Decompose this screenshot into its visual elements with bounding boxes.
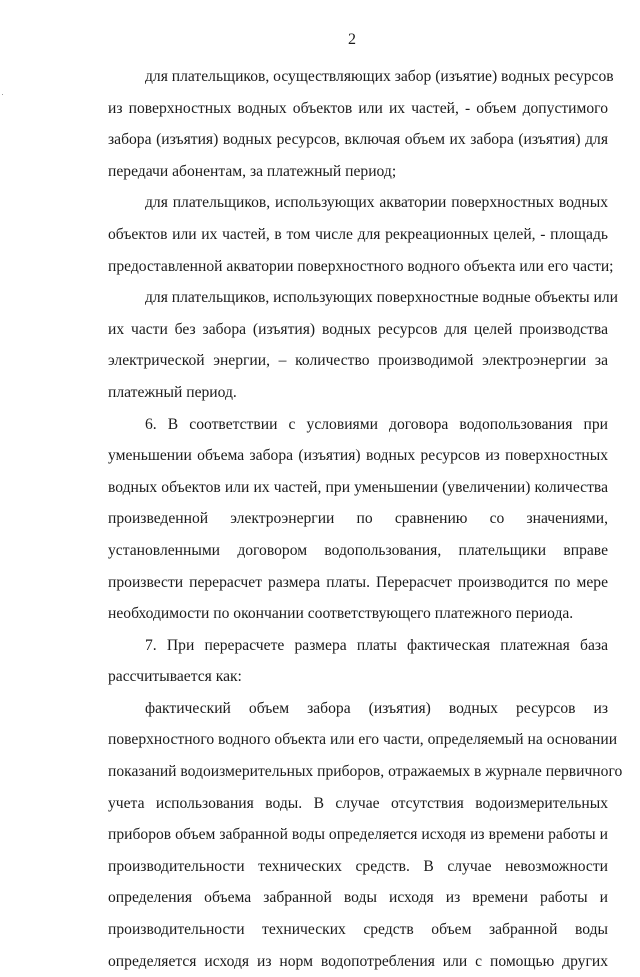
text-line: для плательщиков, использующих акватории поверхностных водных — [145, 194, 608, 212]
text-line: определяется исходя из норм водопотребления или с помощью других — [108, 952, 608, 970]
text-line: водных объектов или их частей, при уменьшении (увеличении) количества — [108, 478, 608, 496]
text-line: забора (изъятия) водных ресурсов, включая объем их забора (изъятия) для — [108, 131, 608, 149]
text-line: объектов или их частей, в том числе для рекреационных целей, - площадь — [108, 225, 608, 243]
text-line: произведенной электроэнергии по сравнению со значениями, — [108, 510, 608, 528]
paragraph-electricity — [108, 282, 618, 408]
text-line: поверхностного водного объекта или его части, определяемый на основании — [108, 731, 618, 749]
text-line: электрической энергии, – количество производимой электроэнергии за — [108, 352, 608, 370]
document-body — [108, 61, 623, 977]
paragraph-actual-volume — [108, 693, 623, 977]
text-line: для плательщиков, осуществляющих забор (изъятие) водных ресурсов — [145, 68, 614, 85]
text-line: 7. При перерасчете размера платы фактическая платежная база — [145, 636, 608, 654]
text-line: производительности технических средств объем забранной воды — [108, 921, 608, 939]
text-line: учета использования воды. В случае отсутствия водоизмерительных — [108, 794, 608, 812]
text-line: произвести перерасчет размера платы. Перерасчет производится по мере — [108, 573, 608, 591]
paragraph-water-area — [108, 187, 614, 282]
text-line: определения объема забранной воды исходя из времени работы и — [108, 889, 608, 907]
paragraph-item-7 — [108, 630, 608, 693]
text-line: их части без забора (изъятия) водных ресурсов для целей производства — [108, 320, 608, 338]
paragraph-item-6 — [108, 409, 608, 630]
text-line: производительности технических средств. В случае невозможности — [108, 857, 608, 875]
text-line: уменьшении объема забора (изъятия) водных ресурсов из поверхностных — [108, 447, 608, 465]
text-line: фактический объем забора (изъятия) водных ресурсов из — [145, 699, 608, 717]
text-line: из поверхностных водных объектов или их частей, - объем допустимого — [108, 99, 608, 117]
text-line: рассчитывается как: — [108, 668, 242, 686]
page-number: 2 — [348, 31, 356, 48]
paragraph-withdrawal-volume — [108, 61, 614, 187]
text-line: приборов объем забранной воды определяется исходя из времени работы и — [108, 826, 608, 844]
text-line: передачи абонентам, за платежный период; — [108, 162, 397, 180]
text-line: платежный период. — [108, 383, 237, 401]
text-line: показаний водоизмерительных приборов, отражаемых в журнале первичного — [108, 763, 623, 781]
text-line: для плательщиков, использующих поверхностные водные объекты или — [145, 289, 618, 307]
text-line: необходимости по окончании соответствующего платежного периода. — [108, 605, 574, 623]
text-line: предоставленной акватории поверхностного водного объекта или его части; — [108, 257, 614, 275]
margin-mark — [2, 94, 3, 95]
text-line: установленными договором водопользования, плательщики вправе — [108, 541, 608, 559]
text-line: 6. В соответствии с условиями договора водопользования при — [145, 415, 608, 433]
